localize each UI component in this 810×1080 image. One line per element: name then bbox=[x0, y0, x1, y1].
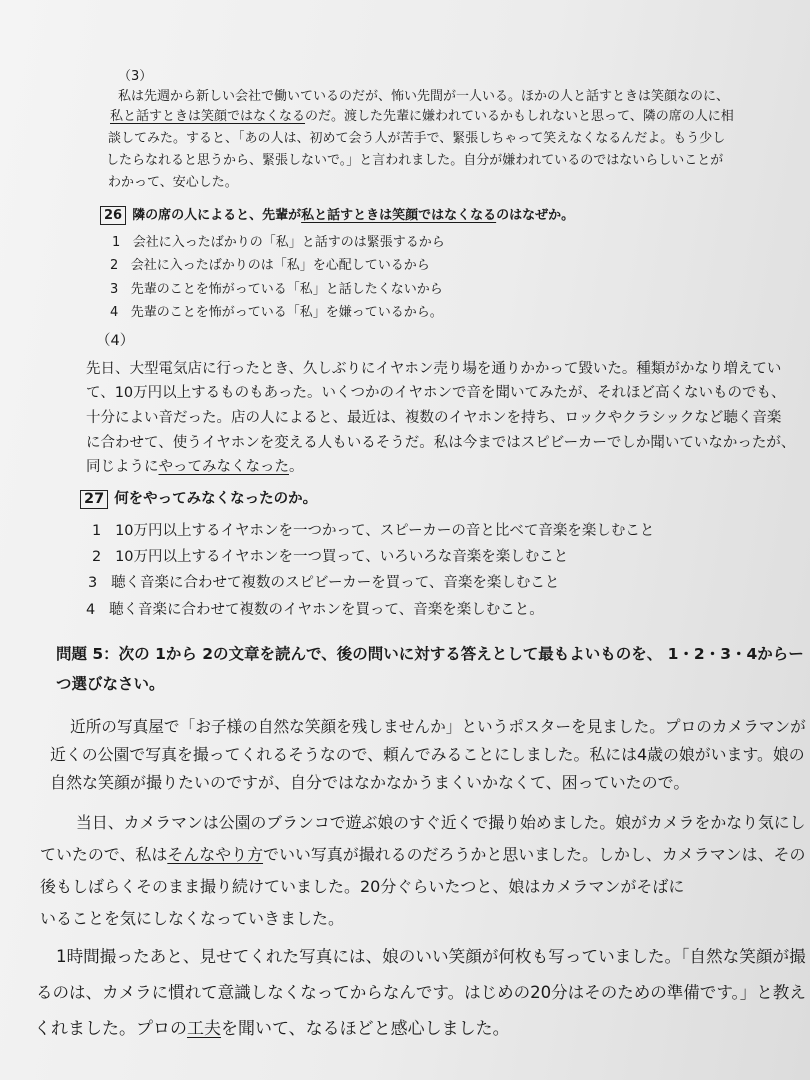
section-3-underlined-phrase: 私と話すときは笑顔ではなくなる bbox=[110, 109, 306, 124]
section-4-underlined-phrase: やってみなくなった bbox=[158, 459, 289, 475]
passage-underlined-phrase-2: 工夫 bbox=[187, 1019, 221, 1039]
passage-underlined-phrase-1: そんなやり方 bbox=[167, 845, 264, 864]
option-number: 1 bbox=[112, 235, 121, 250]
option-number: 4 bbox=[110, 305, 119, 320]
question-27-option-3[interactable] bbox=[88, 574, 559, 592]
question-26-prompt-underlined: 私と話すときは笑顔ではなくなる bbox=[301, 208, 497, 223]
option-number: 3 bbox=[110, 282, 119, 297]
section-4-line-5-before: 同じように bbox=[86, 459, 159, 475]
option-number: 1 bbox=[92, 523, 102, 539]
option-text: 聴く音楽に合わせて複数のイヤホンを買って、音楽を楽しむこと。 bbox=[109, 602, 544, 618]
question-26-prompt bbox=[100, 206, 574, 225]
passage-line-2: 近くの公園で写真を撮ってくれるそうなので、頼んでみることにしました。私には4歳の娘がいます。娘の bbox=[50, 745, 805, 764]
question-26-option-4[interactable] bbox=[110, 304, 443, 322]
option-text: 聴く音楽に合わせて複数のスピビーカーを買って、音楽を楽しむこと bbox=[111, 575, 560, 591]
passage-line-10-before: くれました。プロの bbox=[34, 1019, 187, 1039]
passage-line-5-before: ていたので、私は bbox=[40, 845, 168, 864]
question-27-prompt-text: 何をやってみなくなったのか。 bbox=[114, 491, 318, 507]
question-26-option-3[interactable] bbox=[110, 281, 443, 299]
section-4-label: （4） bbox=[96, 333, 135, 349]
question-26-option-2[interactable] bbox=[110, 257, 430, 275]
option-number: 2 bbox=[92, 549, 102, 565]
section-4-line-4: に合わせて、使うイヤホンを変える人もいるそうだ。私は今まではスピビーカーでしか聞いていなかったが、 bbox=[86, 435, 796, 451]
question-27-prompt bbox=[80, 490, 317, 509]
problem-5-heading-line-2: つ選びなさい。 bbox=[56, 675, 165, 693]
option-number: 3 bbox=[88, 575, 98, 591]
question-27-number: 27 bbox=[80, 490, 108, 509]
question-26-prompt-before: 隣の席の人によると、先輩が bbox=[132, 208, 302, 223]
passage-line-3: 自然な笑顔が撮りたいのですが、自分ではなかなかうまくいかなくて、困っていたので。 bbox=[50, 773, 690, 792]
option-text: 先輩のことを怖がっている「私」を嫌っているから。 bbox=[130, 305, 443, 320]
passage-line-5 bbox=[40, 846, 805, 864]
section-4-line-5-after: 。 bbox=[289, 459, 304, 475]
section-3-line-2-rest: のだ。渡した先輩に嫌われているかもしれないと思って、隣の席の人に相 bbox=[305, 109, 734, 124]
option-text: 会社に入ったばかりのは「私」を心配しているから bbox=[130, 258, 430, 273]
problem-5-heading-line-1: 問題 5：次の 1から 2の文章を読んで、後の問いに対する答えとして最もよいものを、 1・2・3・4からー bbox=[56, 645, 804, 663]
section-4-line-5 bbox=[86, 458, 304, 476]
option-text: 先輩のことを怖がっている「私」と話したくないから bbox=[130, 282, 443, 297]
question-26-option-1[interactable] bbox=[112, 234, 445, 252]
section-3-line-5: わかって、安心した。 bbox=[108, 175, 238, 190]
section-4-line-2: て、10万円以上するものもあった。いくつかのイヤホンで音を聞いてみたが、それほど高くないものでも、 bbox=[86, 385, 786, 401]
option-text: 10万円以上するイヤホンを一つかって、スピーカーの音と比べて音楽を楽しむこと bbox=[115, 523, 655, 539]
question-26-number: 26 bbox=[100, 206, 126, 225]
section-3-line-4: したらなれると思うから、緊張しないで。」と言われました。自分が嫌われているのではないらしいことが bbox=[106, 153, 724, 168]
question-27-option-1[interactable] bbox=[92, 522, 654, 540]
section-4-line-3: 十分によい音だった。店の人によると、最近は、複数のイヤホンを持ち、ロックやクラシックなど聴く音楽 bbox=[86, 410, 782, 426]
passage-line-8: 1時間撮ったあと、見せてくれた写真には、娘のいい笑顔が何枚も写っていました。「自然な笑顔が撮 bbox=[56, 947, 806, 966]
passage-line-9: るのは、カメラに慣れて意識しなくなってからなんです。はじめの20分はそのための準備です。」と教え bbox=[36, 983, 806, 1002]
passage-line-5-after: でいい写真が撮れるのだろうかと思いました。しかし、カメラマンは、その bbox=[263, 845, 806, 864]
section-3-line-2 bbox=[110, 108, 734, 126]
option-number: 4 bbox=[86, 602, 96, 618]
passage-line-4: 当日、カメラマンは公園のブランコで遊ぶ娘のすぐ近くで撮り始めました。娘がカメラをかなり気にし bbox=[76, 813, 806, 832]
passage-line-10-after: を聞いて、なるほどと感心しました。 bbox=[221, 1019, 510, 1039]
option-text: 10万円以上するイヤホンを一つ買って、いろいろな音楽を楽しむこと bbox=[115, 549, 569, 565]
section-3-line-1: 私は先週から新しい会社で働いているのだが、怖い先間が一人いる。ほかの人と話すときは笑顔なのに、 bbox=[118, 89, 730, 104]
option-number: 2 bbox=[110, 258, 119, 273]
passage-line-10 bbox=[34, 1020, 510, 1038]
passage-line-1: 近所の写真屋で「お子様の自然な笑顔を残しませんか」というポスターを見ました。プロのカメラマンが bbox=[70, 717, 806, 736]
passage-line-7: いることを気にしなくなっていきました。 bbox=[40, 909, 345, 928]
section-3-label: （3） bbox=[118, 69, 153, 84]
passage-line-6: 後もしばらくそのまま撮り続けていました。20分ぐらいたつと、娘はカメラマンがそばに bbox=[40, 877, 685, 896]
question-27-option-2[interactable] bbox=[92, 548, 568, 566]
section-3-line-3: 談してみた。すると、「あの人は、初めて会う人が苦手で、緊張しちゃって笑えなくなるんだよ。もう少し bbox=[108, 131, 726, 146]
section-4-line-1: 先日、大型電気店に行ったとき、久しぶりにイヤホン売り場を通りかかって毀いた。種類がかなり増えてい bbox=[86, 361, 782, 377]
option-text: 会社に入ったばかりの「私」と話すのは緊張するから bbox=[132, 235, 445, 250]
question-27-option-4[interactable] bbox=[86, 601, 544, 619]
question-26-prompt-after: のはなぜか。 bbox=[496, 208, 575, 223]
